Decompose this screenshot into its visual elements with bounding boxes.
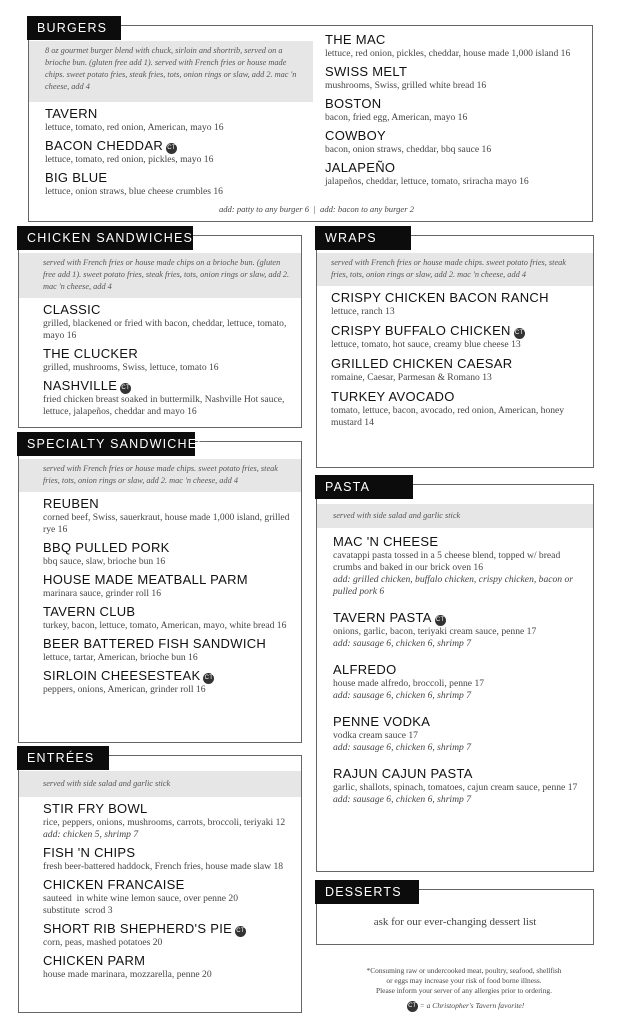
item-name: REUBEN xyxy=(43,496,99,511)
menu-item xyxy=(333,766,585,806)
item-desc: bacon, fried egg, American, mayo 16 xyxy=(325,112,468,123)
menu-item xyxy=(325,160,590,188)
favorite-icon: CT xyxy=(120,383,131,394)
menu-item xyxy=(43,604,293,632)
item-name: ALFREDO xyxy=(333,662,397,677)
menu-item xyxy=(43,540,293,568)
item-name: HOUSE MADE MEATBALL PARM xyxy=(43,572,248,587)
item-name-row xyxy=(45,138,305,154)
item-desc-row xyxy=(43,817,293,841)
menu-item xyxy=(43,845,293,873)
item-name: BIG BLUE xyxy=(45,170,108,185)
wraps-title: WRAPS xyxy=(315,226,411,250)
menu-item xyxy=(45,138,305,166)
item-name: NASHVILLE xyxy=(43,378,118,393)
burgers-left-items xyxy=(29,102,313,198)
item-name: GRILLED CHICKEN CAESAR xyxy=(331,356,513,371)
item-name: MAC 'N CHEESE xyxy=(333,534,439,549)
favorite-legend xyxy=(330,1001,598,1012)
item-desc: lettuce, tomato, red onion, pickles, mayo 16 xyxy=(45,154,214,165)
item-name: BEER BATTERED FISH SANDWICH xyxy=(43,636,267,651)
item-name: THE CLUCKER xyxy=(43,346,139,361)
item-desc: lettuce, tomato, red onion, American, mayo 16 xyxy=(45,122,224,133)
menu-item xyxy=(333,534,585,598)
menu-item xyxy=(331,323,585,351)
item-name: TAVERN PASTA xyxy=(333,610,432,625)
item-name: TURKEY AVOCADO xyxy=(331,389,455,404)
menu-item xyxy=(43,668,293,696)
item-desc: corned beef, Swiss, sauerkraut, house made 1,000 island, grilled rye 16 xyxy=(43,512,290,535)
menu-item xyxy=(325,128,590,156)
item-desc: bacon, onion straws, cheddar, bbq sauce 16 xyxy=(325,144,492,155)
item-name-row xyxy=(43,668,293,684)
specialty-items xyxy=(19,496,301,696)
item-desc: lettuce, ranch 13 xyxy=(331,306,395,317)
burgers-note: 8 oz gourmet burger blend with chuck, sirloin and shortrib, served on a brioche bun. (gluten free add 1). served with French fries or house made chips. sweet potato fries, steak fries, tots, onion rings or slaw, add 2. mac 'n cheese, add 4 xyxy=(29,41,313,102)
burgers-right-items xyxy=(325,28,590,188)
item-desc: tomato, lettuce, bacon, avocado, red onion, American, honey mustard 14 xyxy=(331,405,565,428)
item-desc: house made alfredo, broccoli, penne 17 xyxy=(333,678,485,689)
item-name: BOSTON xyxy=(325,96,382,111)
menu-item xyxy=(43,496,293,536)
specialty-sandwiches-section xyxy=(18,437,302,743)
chicken-title: CHICKEN SANDWICHES xyxy=(17,226,193,250)
item-name: TAVERN xyxy=(45,106,98,121)
item-desc: mushrooms, Swiss, grilled white bread 16 xyxy=(325,80,487,91)
favorite-icon: CT xyxy=(166,143,177,154)
entrees-title: ENTRÉES xyxy=(17,746,109,770)
item-name: BBQ PULLED PORK xyxy=(43,540,170,555)
item-name: THE MAC xyxy=(325,32,386,47)
item-desc-substitute: substitute scrod 3 xyxy=(43,905,113,916)
menu-item xyxy=(333,714,585,754)
item-name: TAVERN CLUB xyxy=(43,604,136,619)
item-desc: peppers, onions, American, grinder roll 16 xyxy=(43,684,206,695)
item-desc: jalapeños, cheddar, lettuce, tomato, sriracha mayo 16 xyxy=(325,176,529,187)
item-desc: cavatappi pasta tossed in a 5 cheese blend, topped w/ bread crumbs and baked in our brick oven 16 xyxy=(333,550,561,573)
item-desc: fried chicken breast soaked in buttermilk, Nashville Hot sauce, lettuce, jalapeños, cheddar and mayo 16 xyxy=(43,394,285,417)
menu-item xyxy=(43,378,293,418)
item-desc: romaine, Caesar, Parmesan & Romano 13 xyxy=(331,372,492,383)
item-name: JALAPEÑO xyxy=(325,160,396,175)
christophers-tavern-favorite-icon: CT xyxy=(407,1001,418,1012)
chicken-items xyxy=(19,302,301,418)
item-desc: bbq sauce, slaw, brioche bun 16 xyxy=(43,556,166,567)
chicken-sandwiches-section xyxy=(18,231,302,428)
specialty-title: SPECIALTY SANDWICHES xyxy=(17,432,195,456)
item-name: SWISS MELT xyxy=(325,64,408,79)
footnote-line: *Consuming raw or undercooked meat, poultry, seafood, shellfish xyxy=(366,966,562,975)
item-name: CRISPY CHICKEN BACON RANCH xyxy=(331,290,549,305)
pasta-section xyxy=(316,480,594,872)
menu-item xyxy=(43,877,293,917)
item-desc: lettuce, tartar, American, brioche bun 16 xyxy=(43,652,198,663)
specialty-note: served with French fries or house made chips. sweet potato fries, steak fries, tots, onion rings or slaw, add 2. mac 'n cheese, add 4 xyxy=(19,459,301,492)
menu-item xyxy=(325,32,590,60)
item-add: add: grilled chicken, buffalo chicken, crispy chicken, bacon or pulled pork 6 xyxy=(333,574,574,597)
item-name: COWBOY xyxy=(325,128,387,143)
item-name: CRISPY BUFFALO CHICKEN xyxy=(331,323,511,338)
item-add: add: sausage 6, chicken 6, shrimp 7 xyxy=(333,690,472,701)
item-desc: lettuce, tomato, hot sauce, creamy blue cheese 13 xyxy=(331,339,521,350)
item-desc: house made marinara, mozzarella, penne 20 xyxy=(43,969,212,980)
item-desc: grilled, mushrooms, Swiss, lettuce, tomato 16 xyxy=(43,362,219,373)
item-desc: vodka cream sauce 17 xyxy=(333,730,418,741)
item-add: add: sausage 6, chicken 6, shrimp 7 xyxy=(333,794,472,805)
favorite-icon: CT xyxy=(435,615,446,626)
menu-item xyxy=(325,96,590,124)
burgers-add-line: add: patty to any burger 6 | add: bacon to any burger 2 xyxy=(218,204,414,214)
pasta-items xyxy=(317,534,593,806)
footnote-line: or eggs may increase your risk of food borne illness. xyxy=(386,976,542,985)
item-desc: lettuce, red onion, pickles, cheddar, house made 1,000 island 16 xyxy=(325,48,571,59)
item-name: SHORT RIB SHEPHERD'S PIE xyxy=(43,921,233,936)
menu-item xyxy=(325,64,590,92)
item-desc: lettuce, onion straws, blue cheese crumbles 16 xyxy=(45,186,223,197)
item-name: CHICKEN PARM xyxy=(43,953,146,968)
menu-item xyxy=(45,106,305,134)
favorite-icon: CT xyxy=(235,926,246,937)
wraps-section xyxy=(316,231,594,468)
item-name: PENNE VODKA xyxy=(333,714,431,729)
legend-text: = a Christopher's Tavern favorite! xyxy=(419,1001,525,1010)
wraps-note: served with French fries or house made chips. sweet potato fries, steak fries, tots, onion rings or slaw, add 2. mac 'n cheese, add 4 xyxy=(317,253,593,286)
entrees-section xyxy=(18,751,302,1013)
menu-item xyxy=(43,801,293,841)
menu-item xyxy=(43,346,293,374)
item-desc: garlic, shallots, spinach, tomatoes, cajun cream sauce, penne 17 xyxy=(333,782,578,793)
desserts-section xyxy=(316,885,594,945)
menu-item xyxy=(43,302,293,342)
menu-item xyxy=(43,953,293,981)
item-name: RAJUN CAJUN PASTA xyxy=(333,766,473,781)
menu-item xyxy=(331,389,585,429)
item-name: BACON CHEDDAR xyxy=(45,138,164,153)
item-desc: sauteed in white wine lemon sauce, over penne 20 xyxy=(43,893,239,904)
wraps-items xyxy=(317,290,593,429)
favorite-icon: CT xyxy=(514,328,525,339)
item-add: add: chicken 5, shrimp 7 xyxy=(43,829,139,840)
item-desc: marinara sauce, grinder roll 16 xyxy=(43,588,162,599)
menu-item xyxy=(333,662,585,702)
menu-item xyxy=(333,610,585,650)
item-name-row xyxy=(331,323,585,339)
item-name: CHICKEN FRANCAISE xyxy=(43,877,185,892)
item-name-row xyxy=(333,610,585,626)
pasta-note: served with side salad and garlic stick xyxy=(317,504,593,528)
item-desc: fresh beer-battered haddock, French fries, house made slaw 18 xyxy=(43,861,284,872)
entrees-items xyxy=(19,801,301,981)
item-name-row xyxy=(43,921,293,937)
menu-item xyxy=(331,356,585,384)
item-desc: rice, peppers, onions, mushrooms, carrots, broccoli, teriyaki 12 xyxy=(43,817,286,828)
item-name: SIRLOIN CHEESESTEAK xyxy=(43,668,201,683)
item-add: add: sausage 6, chicken 6, shrimp 7 xyxy=(333,742,472,753)
menu-item xyxy=(43,921,293,949)
item-desc: corn, peas, mashed potatoes 20 xyxy=(43,937,163,948)
item-add: add: sausage 6, chicken 6, shrimp 7 xyxy=(333,638,472,649)
footnote-line: Please inform your server of any allergies prior to ordering. xyxy=(376,986,552,995)
item-name: STIR FRY BOWL xyxy=(43,801,148,816)
item-desc: onions, garlic, bacon, teriyaki cream sauce, penne 17 xyxy=(333,626,537,637)
burgers-section xyxy=(28,21,593,222)
entrees-note: served with side salad and garlic stick xyxy=(19,771,301,797)
favorite-icon: CT xyxy=(203,673,214,684)
desserts-title: DESSERTS xyxy=(315,880,419,904)
pasta-title: PASTA xyxy=(315,475,413,499)
allergy-footnote xyxy=(330,966,598,996)
item-desc: grilled, blackened or fried with bacon, cheddar, lettuce, tomato, mayo 16 xyxy=(43,318,287,341)
menu-item xyxy=(331,290,585,318)
burgers-title: BURGERS xyxy=(27,16,121,40)
desserts-text: ask for our ever-changing dessert list xyxy=(373,916,537,928)
item-name: FISH 'N CHIPS xyxy=(43,845,136,860)
item-desc: turkey, bacon, lettuce, tomato, American, mayo, white bread 16 xyxy=(43,620,287,631)
menu-item xyxy=(45,170,305,198)
item-name: CLASSIC xyxy=(43,302,101,317)
chicken-note: served with French fries or house made chips on a brioche bun. (gluten free add 1). sweet potato fries, steak fries, tots, onion rings or slaw, add 2. mac 'n cheese, add 4 xyxy=(19,253,301,298)
item-name-row xyxy=(43,378,293,394)
menu-item xyxy=(43,636,293,664)
menu-item xyxy=(43,572,293,600)
